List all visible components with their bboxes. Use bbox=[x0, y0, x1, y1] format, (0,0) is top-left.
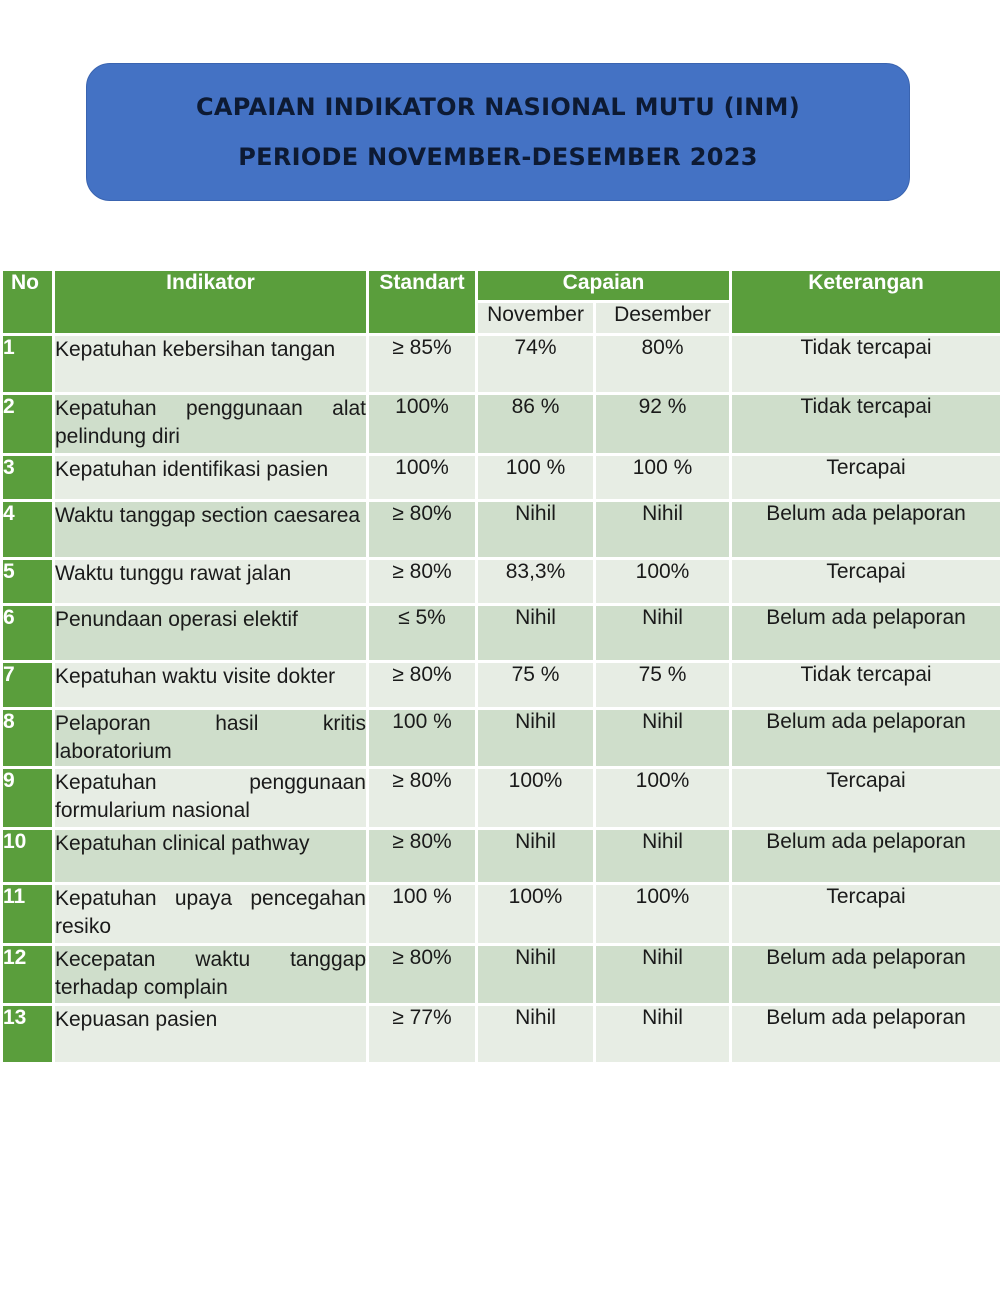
table-row bbox=[2, 829, 1000, 884]
row-number: 13 bbox=[2, 1005, 54, 1064]
standart-cell: ≥ 77% bbox=[368, 1005, 477, 1064]
table-row bbox=[2, 662, 1000, 709]
standart-cell: ≥ 80% bbox=[368, 501, 477, 559]
indikator-cell: Kepatuhan penggunaan formularium nasional bbox=[54, 768, 368, 829]
keterangan-cell: Tercapai bbox=[731, 768, 1000, 829]
row-number: 3 bbox=[2, 455, 54, 501]
desember-cell: 100 % bbox=[595, 455, 731, 501]
indikator-cell: Kepatuhan waktu visite dokter bbox=[54, 662, 368, 709]
november-cell: 100 % bbox=[477, 455, 595, 501]
row-number: 5 bbox=[2, 559, 54, 605]
row-number: 12 bbox=[2, 945, 54, 1005]
november-cell: 75 % bbox=[477, 662, 595, 709]
keterangan-cell: Belum ada pelaporan bbox=[731, 829, 1000, 884]
standart-cell: ≥ 80% bbox=[368, 945, 477, 1005]
header-standart: Standart bbox=[368, 270, 477, 335]
november-cell: Nihil bbox=[477, 829, 595, 884]
indikator-cell: Kepatuhan upaya pencegahan resiko bbox=[54, 884, 368, 945]
title-banner bbox=[86, 63, 910, 201]
keterangan-cell: Belum ada pelaporan bbox=[731, 605, 1000, 662]
row-number: 9 bbox=[2, 768, 54, 829]
header-no: No bbox=[2, 270, 54, 335]
keterangan-cell: Tercapai bbox=[731, 884, 1000, 945]
standart-cell: ≥ 80% bbox=[368, 662, 477, 709]
indikator-cell: Penundaan operasi elektif bbox=[54, 605, 368, 662]
standart-cell: ≤ 5% bbox=[368, 605, 477, 662]
desember-cell: 75 % bbox=[595, 662, 731, 709]
title-line-2: PERIODE NOVEMBER-DESEMBER 2023 bbox=[238, 143, 758, 171]
header-capaian: Capaian bbox=[477, 270, 731, 302]
title-line-1: CAPAIAN INDIKATOR NASIONAL MUTU (INM) bbox=[196, 93, 800, 121]
indikator-cell: Pelaporan hasil kritis laboratorium bbox=[54, 709, 368, 768]
header-indikator: Indikator bbox=[54, 270, 368, 335]
inm-table bbox=[0, 268, 1000, 1065]
table-row bbox=[2, 605, 1000, 662]
indikator-cell: Waktu tanggap section caesarea bbox=[54, 501, 368, 559]
keterangan-cell: Belum ada pelaporan bbox=[731, 1005, 1000, 1064]
row-number: 6 bbox=[2, 605, 54, 662]
header-desember: Desember bbox=[595, 302, 731, 335]
desember-cell: 100% bbox=[595, 768, 731, 829]
keterangan-cell: Belum ada pelaporan bbox=[731, 501, 1000, 559]
desember-cell: 92 % bbox=[595, 394, 731, 455]
november-cell: Nihil bbox=[477, 709, 595, 768]
header-november: November bbox=[477, 302, 595, 335]
standart-cell: ≥ 80% bbox=[368, 559, 477, 605]
standart-cell: 100 % bbox=[368, 709, 477, 768]
keterangan-cell: Tercapai bbox=[731, 559, 1000, 605]
november-cell: 100% bbox=[477, 768, 595, 829]
desember-cell: 100% bbox=[595, 559, 731, 605]
indikator-cell: Kepatuhan penggunaan alat pelindung diri bbox=[54, 394, 368, 455]
desember-cell: Nihil bbox=[595, 605, 731, 662]
desember-cell: 80% bbox=[595, 335, 731, 394]
november-cell: Nihil bbox=[477, 1005, 595, 1064]
desember-cell: Nihil bbox=[595, 829, 731, 884]
desember-cell: Nihil bbox=[595, 501, 731, 559]
keterangan-cell: Belum ada pelaporan bbox=[731, 945, 1000, 1005]
desember-cell: Nihil bbox=[595, 945, 731, 1005]
november-cell: Nihil bbox=[477, 501, 595, 559]
standart-cell: ≥ 85% bbox=[368, 335, 477, 394]
table-row bbox=[2, 709, 1000, 768]
indikator-cell: Kecepatan waktu tanggap terhadap complain bbox=[54, 945, 368, 1005]
table-row bbox=[2, 945, 1000, 1005]
november-cell: Nihil bbox=[477, 945, 595, 1005]
indikator-cell: Kepatuhan kebersihan tangan bbox=[54, 335, 368, 394]
keterangan-cell: Tercapai bbox=[731, 455, 1000, 501]
row-number: 7 bbox=[2, 662, 54, 709]
keterangan-cell: Tidak tercapai bbox=[731, 662, 1000, 709]
table-row bbox=[2, 884, 1000, 945]
standart-cell: 100 % bbox=[368, 884, 477, 945]
desember-cell: Nihil bbox=[595, 1005, 731, 1064]
keterangan-cell: Belum ada pelaporan bbox=[731, 709, 1000, 768]
row-number: 1 bbox=[2, 335, 54, 394]
table-row bbox=[2, 1005, 1000, 1064]
november-cell: 86 % bbox=[477, 394, 595, 455]
standart-cell: 100% bbox=[368, 455, 477, 501]
indikator-cell: Kepuasan pasien bbox=[54, 1005, 368, 1064]
desember-cell: 100% bbox=[595, 884, 731, 945]
header-keterangan: Keterangan bbox=[731, 270, 1000, 335]
november-cell: 100% bbox=[477, 884, 595, 945]
row-number: 11 bbox=[2, 884, 54, 945]
standart-cell: ≥ 80% bbox=[368, 768, 477, 829]
table-row bbox=[2, 768, 1000, 829]
november-cell: 83,3% bbox=[477, 559, 595, 605]
indikator-cell: Waktu tunggu rawat jalan bbox=[54, 559, 368, 605]
standart-cell: 100% bbox=[368, 394, 477, 455]
standart-cell: ≥ 80% bbox=[368, 829, 477, 884]
november-cell: Nihil bbox=[477, 605, 595, 662]
keterangan-cell: Tidak tercapai bbox=[731, 394, 1000, 455]
row-number: 2 bbox=[2, 394, 54, 455]
indikator-cell: Kepatuhan identifikasi pasien bbox=[54, 455, 368, 501]
keterangan-cell: Tidak tercapai bbox=[731, 335, 1000, 394]
desember-cell: Nihil bbox=[595, 709, 731, 768]
table-row bbox=[2, 559, 1000, 605]
table-row bbox=[2, 335, 1000, 394]
row-number: 10 bbox=[2, 829, 54, 884]
row-number: 4 bbox=[2, 501, 54, 559]
row-number: 8 bbox=[2, 709, 54, 768]
table-row bbox=[2, 394, 1000, 455]
table-row bbox=[2, 455, 1000, 501]
november-cell: 74% bbox=[477, 335, 595, 394]
indikator-cell: Kepatuhan clinical pathway bbox=[54, 829, 368, 884]
table-row bbox=[2, 501, 1000, 559]
